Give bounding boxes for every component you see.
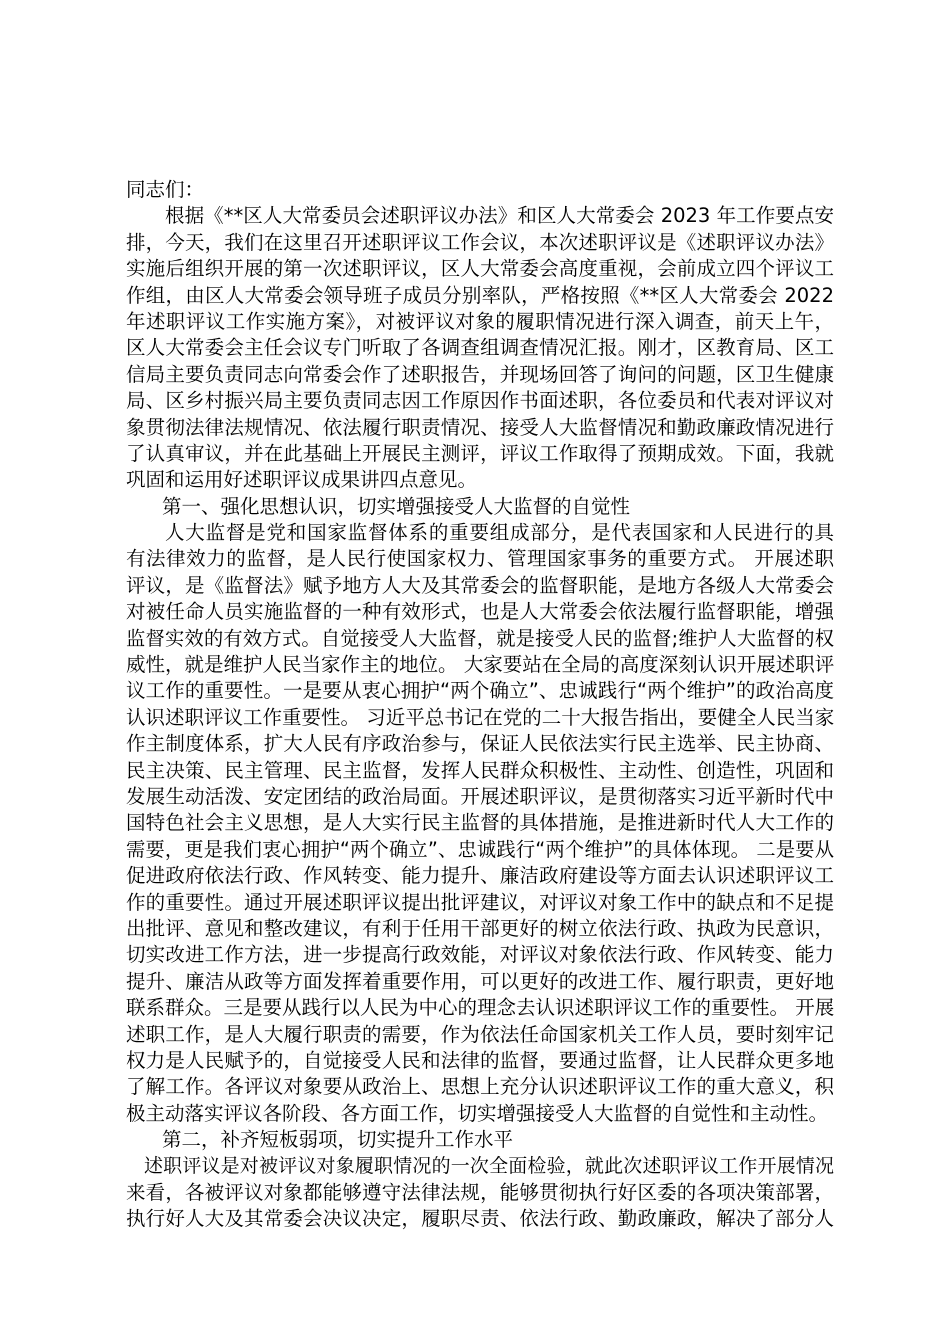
section-1-line: 民主决策、民主管理、民主监督，发挥人民群众积极性、主动性、创造性，巩固和 bbox=[126, 758, 834, 782]
intro-line: 信局主要负责同志向常委会作了述职报告，并现场回答了询问的问题，区卫生健康 bbox=[126, 362, 834, 386]
intro-paragraph bbox=[126, 203, 834, 493]
section-1-line: 国特色社会主义思想，是人大实行民主监督的具体措施，是推进新时代人大工作的 bbox=[126, 811, 834, 835]
section-1-line: 极主动落实评议各阶段、各方面工作，切实增强接受人大监督的自觉性和主动性。 bbox=[126, 1101, 829, 1125]
section-1-line: 了解工作。各评议对象要从政治上、思想上充分认识述职评议工作的重大意义，积 bbox=[126, 1075, 834, 1099]
section-1-line: 述职工作，是人大履行职责的需要，作为依法任命国家机关工作人员，要时刻牢记 bbox=[126, 1022, 834, 1046]
section-1-heading: 第一、强化思想认识，切实增强接受人大监督的自觉性 bbox=[162, 494, 631, 518]
section-1-line: 评议，是《监督法》赋予地方人大及其常委会的监督职能，是地方各级人大常委会 bbox=[126, 573, 834, 597]
intro-line: 排，今天，我们在这里召开述职评议工作会议，本次述职评议是《述职评议办法》 bbox=[126, 230, 834, 254]
section-1-line: 联系群众。三是要从践行以人民为中心的理念去认识述职评议工作的重要性。 开展 bbox=[126, 996, 835, 1020]
section-2-line: 执行好人大及其常委会决议决定，履职尽责、依法行政、勤政廉政，解决了部分人 bbox=[126, 1207, 834, 1231]
intro-line: 局、区乡村振兴局主要负责同志因工作原因作书面述职，各位委员和代表对评议对 bbox=[126, 389, 834, 413]
document-body bbox=[126, 177, 834, 1233]
intro-line: 作组，由区人大常委会领导班子成员分别率队，严格按照《**区人大常委会 2022 bbox=[126, 283, 834, 307]
salutation: 同志们： bbox=[126, 178, 205, 201]
section-1-line: 人大监督是党和国家监督体系的重要组成部分，是代表国家和人民进行的具 bbox=[165, 521, 834, 545]
section-1-line: 认识述职评议工作重要性。 习近平总书记在党的二十大报告指出，要健全人民当家 bbox=[126, 705, 835, 729]
section-1-line: 威性，就是维护人民当家作主的地位。 大家要站在全局的高度深刻认识开展述职评 bbox=[126, 653, 835, 677]
intro-line: 巩固和运用好述职评议成果讲四点意见。 bbox=[126, 468, 478, 492]
section-1-line: 对被任命人员实施监督的一种有效形式，也是人大常委会依法履行监督职能，增强 bbox=[126, 600, 834, 624]
section-2-heading: 第二，补齐短板弱项，切实提升工作水平 bbox=[162, 1128, 514, 1152]
section-1-line: 有法律效力的监督，是人民行使国家权力、管理国家事务的重要方式。 开展述职 bbox=[126, 547, 834, 571]
intro-line: 象贯彻法律法规情况、依法履行职责情况、接受人大监督情况和勤政廉政情况进行 bbox=[126, 415, 834, 439]
section-1-line: 发展生动活泼、安定团结的政治局面。开展述职评议，是贯彻落实习近平新时代中 bbox=[126, 784, 834, 808]
section-1-line: 监督实效的有效方式。自觉接受人大监督，就是接受人民的监督;维护人大监督的权 bbox=[126, 626, 834, 650]
intro-line: 了认真审议，并在此基础上开展民主测评，评议工作取得了预期成效。下面，我就 bbox=[126, 441, 834, 465]
section-1-line: 需要，更是我们衷心拥护“两个确立”、忠诚践行“两个维护”的具体体现。 二是要从 bbox=[126, 837, 834, 861]
section-2-line: 述职评议是对被评议对象履职情况的一次全面检验，就此次述职评议工作开展情况 bbox=[144, 1155, 834, 1178]
section-2-line: 来看，各被评议对象都能够遵守法律法规，能够贯彻执行好区委的各项决策部署， bbox=[126, 1180, 834, 1204]
section-1-line: 切实改进工作方法，进一步提高行政效能，对评议对象依法行政、作风转变、能力 bbox=[126, 943, 834, 967]
section-1-line: 作的重要性。通过开展述职评议提出批评建议，对评议对象工作中的缺点和不足提 bbox=[126, 890, 834, 914]
intro-line: 根据《**区人大常委员会述职评议办法》和区人大常委会 2023 年工作要点安 bbox=[165, 204, 834, 228]
section-1-line: 提升、廉洁从政等方面发挥着重要作用，可以更好的改进工作、履行职责，更好地 bbox=[126, 969, 834, 993]
section-1-paragraph bbox=[126, 520, 834, 1127]
section-1-line: 议工作的重要性。一是要从衷心拥护“两个确立”、忠诚践行“两个维护”的政治高度 bbox=[126, 679, 834, 703]
section-1-line: 作主制度体系，扩大人民有序政治参与，保证人民依法实行民主选举、民主协商、 bbox=[126, 732, 834, 756]
intro-line: 区人大常委会主任会议专门听取了各调查组调查情况汇报。刚才，区教育局、区工 bbox=[126, 336, 834, 360]
section-1-line: 促进政府依法行政、作风转变、能力提升、廉洁政府建设等方面去认识述职评议工 bbox=[126, 864, 834, 888]
section-1-line: 权力是人民赋予的，自觉接受人民和法律的监督，要通过监督，让人民群众更多地 bbox=[126, 1048, 834, 1072]
intro-line: 实施后组织开展的第一次述职评议，区人大常委会高度重视，会前成立四个评议工 bbox=[126, 257, 834, 281]
section-1-line: 出批评、意见和整改建议，有利于任用干部更好的树立依法行政、执政为民意识， bbox=[126, 916, 834, 940]
intro-line: 年述职评议工作实施方案》，对被评议对象的履职情况进行深入调查，前天上午， bbox=[126, 309, 834, 333]
section-2-paragraph bbox=[126, 1153, 834, 1232]
